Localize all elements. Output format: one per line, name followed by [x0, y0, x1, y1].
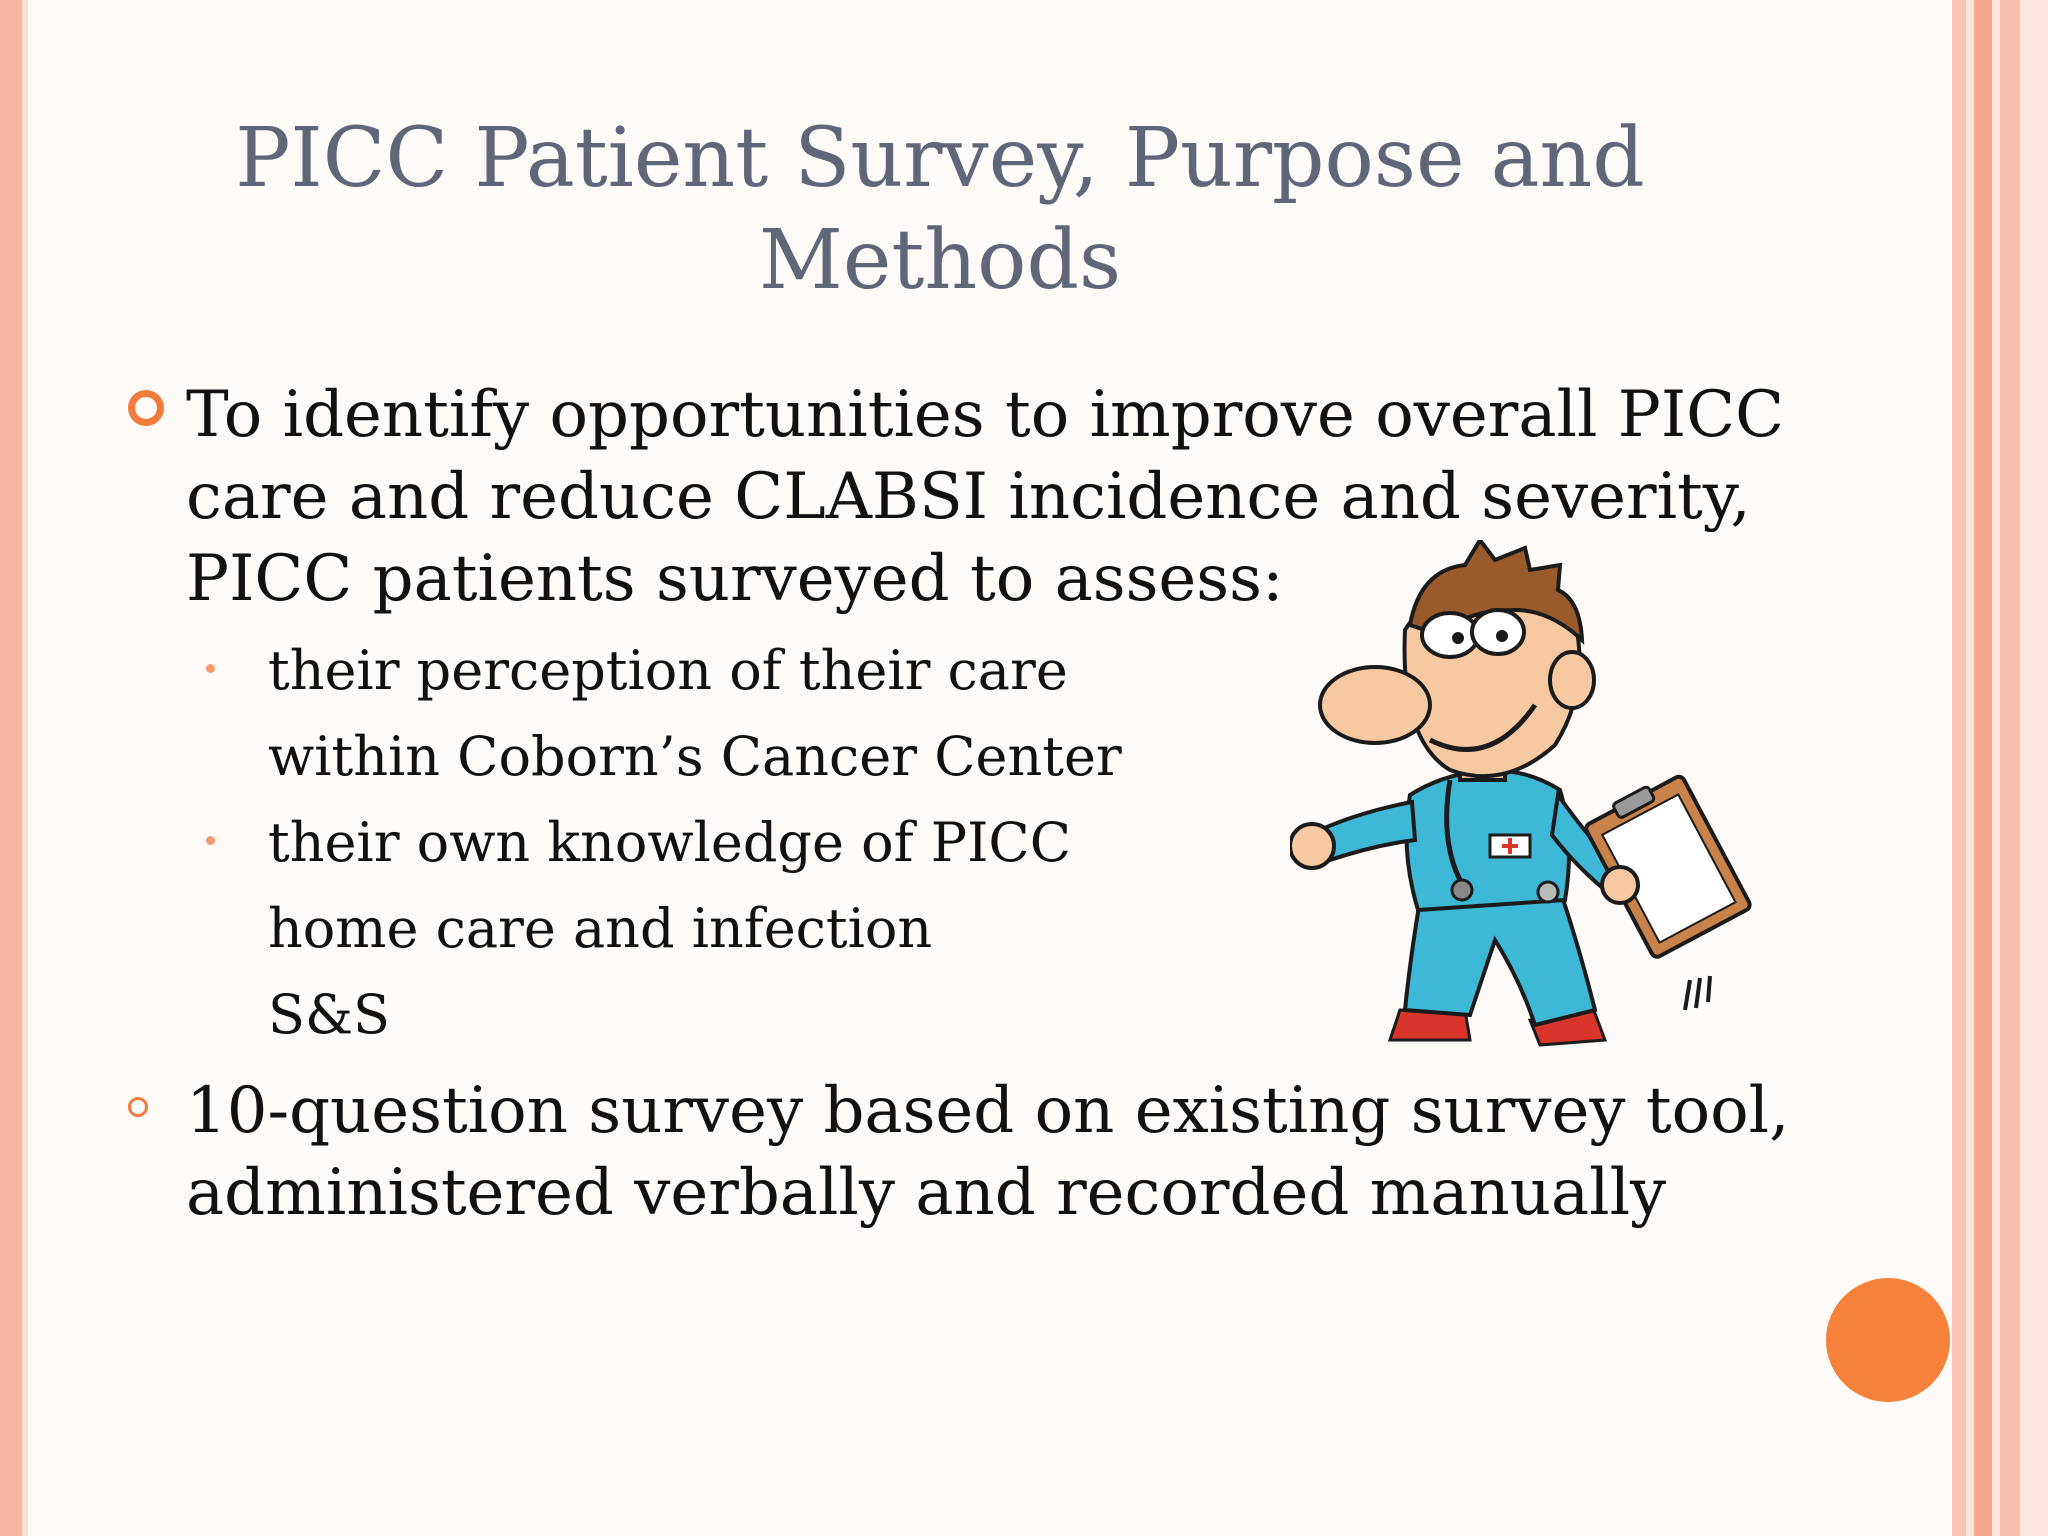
right-stripe-1 [1952, 0, 1966, 1536]
sub-bullet-perception [268, 628, 1122, 800]
bullet-line: administered verbally and recorded manually [186, 1156, 1667, 1230]
sub-bullet-dot-icon [206, 664, 215, 673]
sub-bullet-knowledge [268, 800, 1071, 1058]
bullet-methods [186, 1070, 1790, 1234]
bullet-ring-icon [128, 390, 164, 426]
bullet-ring-small-icon [128, 1097, 148, 1117]
title-line: Methods [758, 213, 1122, 308]
right-stripe-3 [1974, 0, 1992, 1536]
right-stripe-6 [2020, 0, 2048, 1536]
decorative-orange-circle [1826, 1278, 1950, 1402]
sub-bullet-line: their perception of their care [268, 639, 1068, 702]
sub-bullet-dot-icon [206, 836, 215, 845]
sub-bullet-line: S&S [268, 983, 391, 1046]
right-stripe-5 [2000, 0, 2020, 1536]
cartoon-nurse-icon [1290, 540, 1770, 1050]
sub-bullet-line: within Coborn’s Cancer Center [268, 725, 1122, 788]
bullet-line: PICC patients surveyed to assess: [186, 542, 1284, 616]
right-stripe-2 [1966, 0, 1974, 1536]
right-stripe-4 [1992, 0, 2000, 1536]
sub-bullet-line: their own knowledge of PICC [268, 811, 1072, 874]
bullet-line: To identify opportunities to improve overall PICC [186, 378, 1785, 452]
slide-title [200, 108, 1680, 312]
bullet-line: 10-question survey based on existing survey tool, [186, 1074, 1790, 1148]
title-line: PICC Patient Survey, Purpose and [235, 111, 1645, 206]
left-border-inner [22, 0, 28, 1536]
left-border [0, 0, 22, 1536]
bullet-line: care and reduce CLABSI incidence and severity, [186, 460, 1751, 534]
sub-bullet-line: home care and infection [268, 897, 933, 960]
